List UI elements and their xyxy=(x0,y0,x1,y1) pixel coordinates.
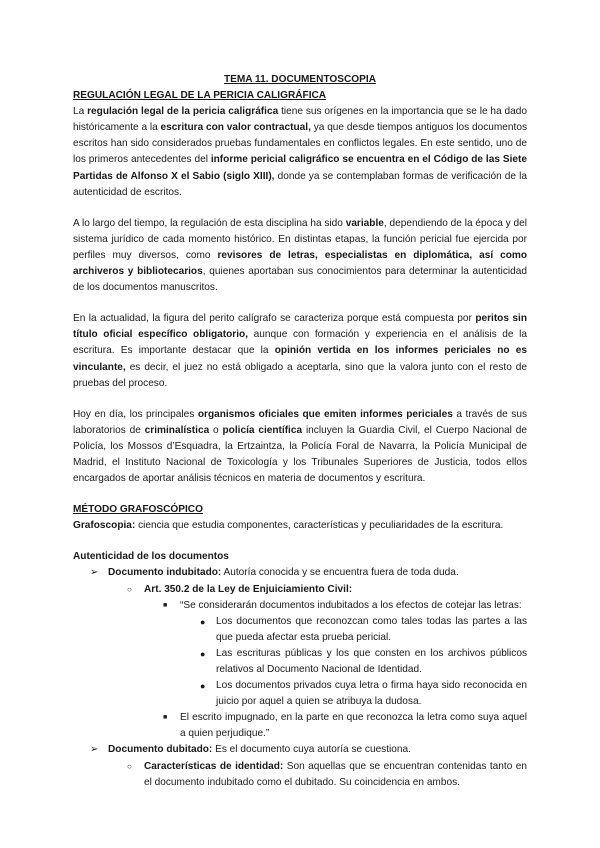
subheading-autenticidad: Autenticidad de los documentos xyxy=(73,551,229,563)
text-run: A lo largo del tiempo, la regulación de esta disciplina ha sido xyxy=(73,217,346,229)
art-350-label: Art. 350.2 de la Ley de Enjuiciamiento Civil: xyxy=(144,583,353,595)
dot-bullet-icon: ● xyxy=(200,681,206,692)
square-bullet-icon: ■ xyxy=(163,601,168,609)
bold-run: variable xyxy=(345,217,384,229)
section-heading-metodo: MÉTODO GRAFOSCÓPICO xyxy=(73,504,203,516)
list-item-quote-end xyxy=(73,710,527,742)
text-run: , quienes aportaban sus conocimientos para determinar la autenticidad de los documentos manuscritos. xyxy=(73,266,527,294)
list-item-caracteristicas xyxy=(73,759,527,791)
text-run: aunque con formación y experiencia en el análisis de la escritura. Es importante destacar que la xyxy=(73,329,527,357)
text-run: incluyen la Guardia Civil, el Cuerpo Nacional de Policía, los Mossos d’Esquadra, la Ertzaintza, la Policía Foral de Navarra, la Policía Municipal de Madrid, el Instituto Nacional de Toxicología y los Tribunales Superiores de Justicia, todos ellos encargados de aportar análisis técnicos en materia de documentos y escritura. xyxy=(73,424,527,485)
quote-intro-text: “Se considerarán documentos indubitados a los efectos de cotejar las letras: xyxy=(180,599,522,611)
bold-run: opinión vertida en los informes periciales no es vinculante, xyxy=(73,345,527,373)
bold-run: informe pericial caligráfico se encuentra en el Código de las Siete Partidas de Alfonso X el Sabio (siglo XIII), xyxy=(73,154,527,182)
document-page xyxy=(73,72,527,791)
dot-bullet-icon: ● xyxy=(200,648,206,659)
text-run: En la actualidad, la figura del perito calígrafo se caracteriza porque está compuesta por xyxy=(73,313,476,325)
definition-text: ciencia que estudia componentes, características y peculiaridades de la escritura. xyxy=(135,520,504,532)
paragraph-2 xyxy=(73,216,527,296)
section-heading-regulacion: REGULACIÓN LEGAL DE LA PERICIA CALIGRÁFICA xyxy=(73,90,327,102)
paragraph-4 xyxy=(73,407,527,487)
text-run: ya que desde tiempos antiguos los documentos escritos han sido considerados pruebas fundamentales en conflictos legales. En este sentido, uno de los primeros antecedentes del xyxy=(73,122,527,166)
text-run: Hoy en día, los principales xyxy=(73,408,198,420)
bold-run: policía científica xyxy=(222,424,303,436)
dubitado-label: Documento dubitado: xyxy=(108,744,213,756)
caracteristicas-label: Características de identidad: xyxy=(144,760,284,772)
bold-run: peritos sin título oficial específico obligatorio, xyxy=(73,313,527,341)
paragraph-1 xyxy=(73,104,527,201)
text-run: La xyxy=(73,106,88,118)
indubitado-label: Documento indubitado: xyxy=(108,567,222,579)
text-run: es decir, el juez no está obligado a aceptarla, sino que la valora junto con el resto de pruebas del proceso. xyxy=(73,361,527,389)
quote-item-text: Los documentos privados cuya letra o firma haya sido reconocida en juicio por aquel a quien se atribuya la dudosa. xyxy=(216,680,527,708)
list-item-quote-1 xyxy=(73,614,527,646)
text-run: tiene sus orígenes en la importancia que se le ha dado históricamente a la xyxy=(73,106,527,134)
quote-item-text: Las escrituras públicas y los que consten en los archivos públicos relativos al Documento Nacional de Identidad. xyxy=(216,647,527,675)
text-run: , dependiendo de la época y del sistema jurídico de cada momento histórico. En distintas etapas, la función pericial fue ejercida por perfiles muy diversos, como xyxy=(73,217,527,261)
list-item-quote-intro xyxy=(73,598,527,614)
list-item-art-350 xyxy=(73,582,527,598)
quote-item-text: Los documentos que reconozcan como tales todas las partes a las que pueda afectar esta prueba pericial. xyxy=(216,615,527,643)
bold-run: criminalística xyxy=(144,424,210,436)
arrow-bullet-icon: ➢ xyxy=(90,567,99,579)
bold-run: escritura con valor contractual, xyxy=(160,122,311,134)
arrow-bullet-icon: ➢ xyxy=(90,744,99,756)
definition-term: Grafoscopia: xyxy=(73,520,136,532)
text-run: donde ya se contemplaban formas de verificación de la autenticidad de escritos. xyxy=(73,170,528,198)
list-item-dubitado xyxy=(73,742,527,758)
indubitado-text: Autoría conocida y se encuentra fuera de toda duda. xyxy=(221,567,459,579)
paragraph-3 xyxy=(73,311,527,391)
bold-run: revisores de letras, especialistas en diplomática, así como archiveros y bibliotecarios xyxy=(73,249,528,278)
bold-run: organismos oficiales que emiten informes periciales xyxy=(197,408,453,420)
grafoscopia-definition xyxy=(73,518,527,534)
square-bullet-icon: ■ xyxy=(163,714,168,722)
caracteristicas-body xyxy=(144,759,527,791)
dubitado-text: Es el documento cuya autoría se cuestiona. xyxy=(212,744,411,756)
caracteristicas-text: Son aquellas que se encuentran contenidas tanto en el documento indubitado como el dubitado. Su coincidencia en ambos. xyxy=(144,760,527,788)
list-item-indubitado xyxy=(73,565,527,581)
circle-bullet-icon: ○ xyxy=(127,584,132,594)
dot-bullet-icon: ● xyxy=(200,616,206,627)
text-run: a través de sus laboratorios de xyxy=(73,408,527,436)
text-run: o xyxy=(209,424,223,436)
document-title: TEMA 11. DOCUMENTOSCOPIA xyxy=(224,74,376,85)
circle-bullet-icon: ○ xyxy=(127,761,132,771)
list-item-quote-3 xyxy=(73,678,527,710)
quote-end-text: El escrito impugnado, en la parte en que reconozca la letra como suya aquel a quien perjudique.” xyxy=(180,712,527,740)
list-item-quote-2 xyxy=(73,646,527,678)
bold-run: regulación legal de la pericia caligráfica xyxy=(87,106,279,118)
